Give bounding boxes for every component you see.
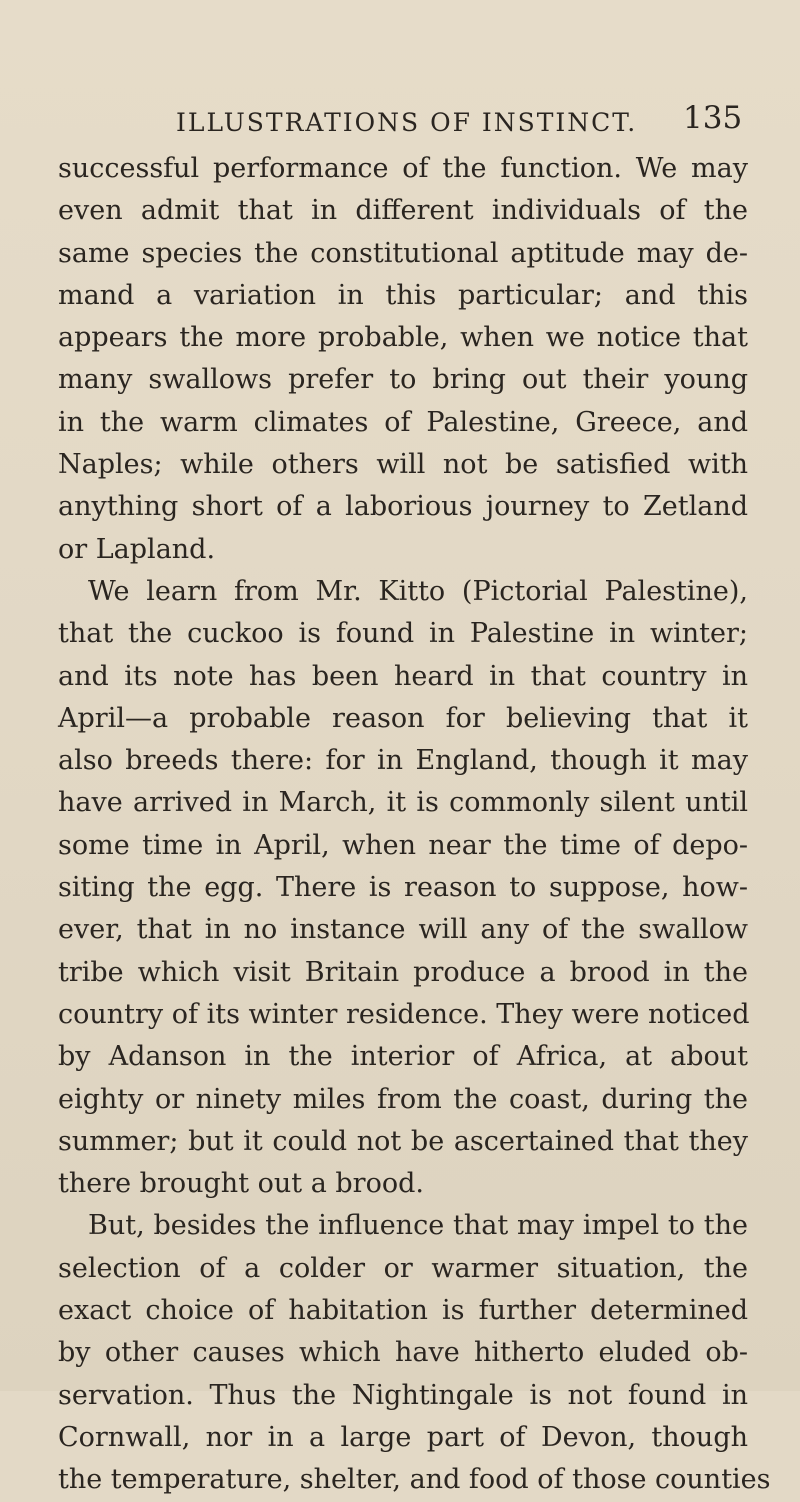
text-line: country of its winter residence. They were noticed [58,998,750,1030]
text-line: that the cuckoo is found in Palestine in winter; [58,618,748,650]
running-head [0,100,800,140]
text-line: We learn from Mr. Kitto (Pictorial Palestine), [88,575,748,607]
text-line: But, besides the influence that may impel to the [88,1210,748,1242]
text-line: selection of a colder or warmer situation, the [58,1252,748,1284]
text-line: successful performance of the function. We may [58,153,748,184]
text-line: the temperature, shelter, and food of those counties [58,1464,771,1496]
text-line: eighty or ninety miles from the coast, during the [58,1083,748,1115]
text-line: servation. Thus the Nightingale is not found in [58,1379,748,1411]
text-line: appears the more probable, when we notice that [58,322,748,354]
text-line: even admit that in different individuals of the [58,195,748,227]
body-text [58,148,771,1502]
text-line: tribe which visit Britain produce a brood in the [58,956,748,988]
text-line: some time in April, when near the time of depo- [58,829,748,861]
text-line: Naples; while others will not be satisfied with [58,449,748,481]
page-number: 135 [683,100,743,136]
running-title: ILLUSTRATIONS OF INSTINCT. [176,108,638,137]
text-line: have arrived in March, it is commonly silent until [58,787,748,819]
text-line: same species the constitutional aptitude may de- [58,237,748,269]
text-line: there brought out a brood. [58,1168,424,1200]
text-line: anything short of a laborious journey to Zetland [58,491,748,523]
text-line: by other causes which have hitherto eluded ob- [58,1337,748,1369]
text-line: by Adanson in the interior of Africa, at about [58,1041,748,1073]
text-line: exact choice of habitation is further determined [58,1295,748,1327]
text-line: summer; but it could not be ascertained that they [58,1125,748,1157]
text-line: mand a variation in this particular; and this [58,279,748,311]
text-line: April—a probable reason for believing that it [58,702,748,734]
text-line: Cornwall, nor in a large part of Devon, though [58,1421,748,1453]
text-line: and its note has been heard in that country in [58,660,748,692]
text-line: or Lapland. [58,533,216,565]
text-line: many swallows prefer to bring out their young [58,364,748,396]
text-line: siting the egg. There is reason to suppose, how- [58,872,748,904]
text-line: also breeds there: for in England, though it may [58,745,748,777]
text-line: in the warm climates of Palestine, Greece, and [58,406,748,438]
text-line: ever, that in no instance will any of the swallow [58,914,748,946]
